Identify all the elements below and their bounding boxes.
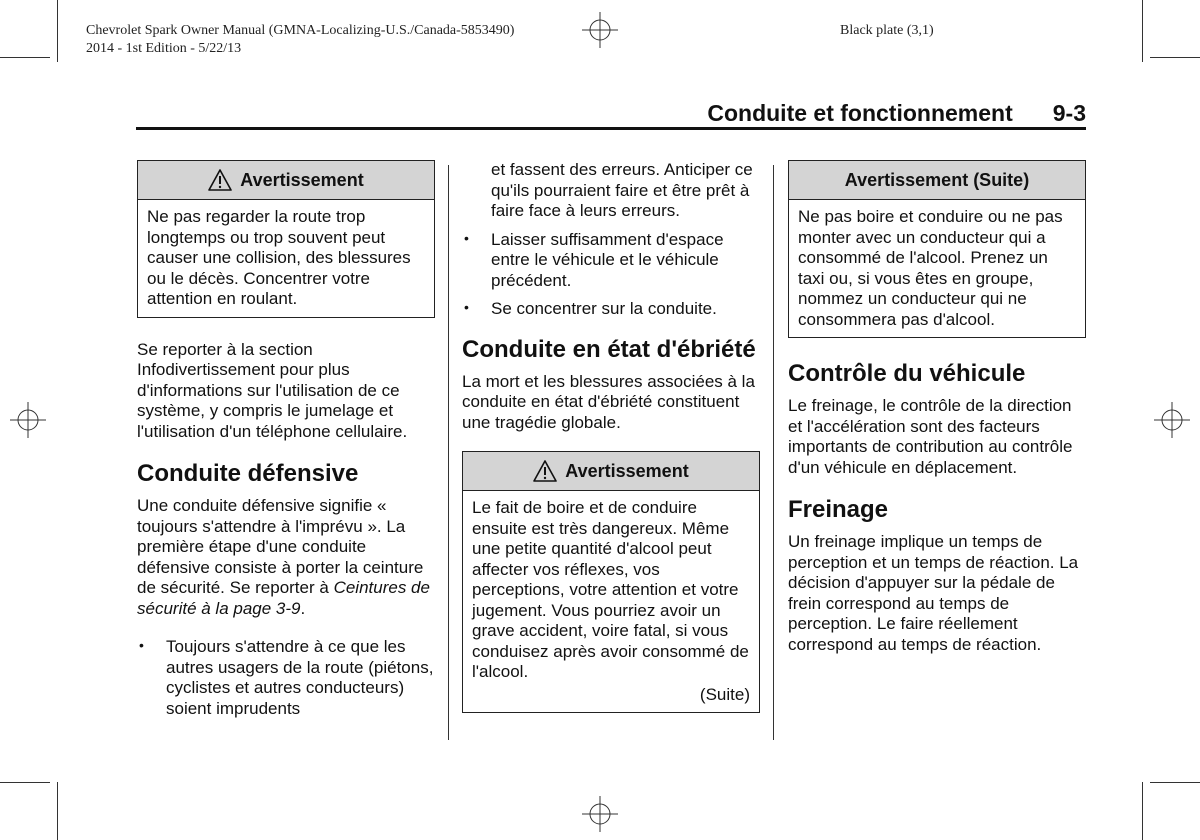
bullet-list	[137, 637, 435, 719]
warning-body: Ne pas boire et conduire ou ne pas monter avec un conducteur qui a consommé de l'alcool. Prenez un taxi ou, si vous êtes en groupe, nommez un conducteur qui ne consommera pas d'alcool.	[798, 207, 1063, 329]
page-number: 9-3	[1052, 100, 1086, 126]
section-heading: Conduite défensive	[137, 460, 359, 487]
bullet-list	[462, 160, 760, 320]
warning-box	[462, 451, 760, 713]
column-divider	[448, 165, 449, 740]
paragraph: Un freinage implique un temps de perception et un temps de réaction. La décision d'appuyer sur la pédale de frein correspond au temps de perception. Le faire réellement correspond au temps de réaction.	[788, 532, 1079, 654]
list-item	[462, 299, 760, 320]
crop-mark	[0, 782, 50, 783]
crop-mark	[1150, 57, 1200, 58]
bullet-icon: •	[139, 637, 144, 653]
column-divider	[773, 165, 774, 740]
warning-triangle-icon	[208, 169, 232, 191]
section-heading: Freinage	[788, 496, 889, 523]
plate-label: Black plate (3,1)	[840, 23, 934, 38]
warning-header	[138, 161, 434, 200]
warning-title: Avertissement (Suite)	[844, 169, 1030, 190]
warning-triangle-icon	[533, 460, 557, 482]
warning-title: Avertissement	[565, 460, 689, 481]
warning-title: Avertissement	[240, 169, 364, 190]
registration-mark-icon	[582, 12, 618, 48]
section-heading: Contrôle du véhicule	[788, 360, 1026, 387]
crop-mark	[0, 57, 50, 58]
warning-body	[463, 491, 759, 712]
registration-mark-icon	[1154, 402, 1190, 438]
cross-reference-link[interactable]: Ceintures de sécurité à la page 3-9	[137, 578, 430, 618]
warning-box	[137, 160, 435, 318]
paragraph-text: .	[300, 598, 306, 618]
registration-mark-icon	[10, 402, 46, 438]
warning-box	[788, 160, 1086, 338]
crop-mark	[57, 782, 58, 840]
running-header	[136, 100, 1086, 127]
paragraph: La mort et les blessures associées à la conduite en état d'ébriété constituent une tragédie globale.	[462, 371, 755, 432]
crop-mark	[1142, 782, 1143, 840]
chapter-title: Conduite et fonctionnement	[707, 100, 1013, 126]
crop-mark	[57, 0, 58, 62]
list-item-text: et fassent des erreurs. Anticiper ce qu'ils pourraient faire et être prêt à faire face à leurs erreurs.	[491, 160, 753, 220]
warning-header	[789, 161, 1085, 200]
column-3	[788, 160, 1086, 673]
list-item	[137, 637, 435, 719]
section-heading: Conduite en état d'ébriété	[462, 335, 756, 363]
paragraph-text: Une conduite défensive signifie « toujours s'attendre à l'imprévu ». La première étape d'une conduite défensive consiste à porter la ceinture de sécurité. Se reporter à	[137, 496, 424, 597]
list-item-text: Toujours s'attendre à ce que les autres usagers de la route (piétons, cyclistes et autres conducteurs) soient imprudents	[166, 637, 434, 718]
paragraph: Le freinage, le contrôle de la direction et l'accélération sont des facteurs importants de contribution au contrôle d'un véhicule en déplacement.	[788, 396, 1073, 477]
bullet-icon: •	[464, 299, 469, 315]
list-item	[462, 230, 760, 292]
print-metadata	[86, 22, 514, 58]
list-item-text: Se concentrer sur la conduite.	[491, 299, 717, 318]
column-1	[137, 160, 435, 727]
bullet-icon: •	[464, 229, 469, 246]
registration-mark-icon	[582, 796, 618, 832]
header-rule	[136, 127, 1086, 130]
warning-text: Le fait de boire et de conduire ensuite est très dangereux. Même une petite quantité d'alcool peut affecter vos réflexes, vos perceptions, votre attention et votre jugement. Vous pourriez avoir un grave accident, voire fatal, si vous conduisez après avoir consommé de l'alcool.	[472, 498, 749, 681]
paragraph	[137, 496, 435, 619]
warning-body: Ne pas regarder la route trop longtemps ou trop souvent peut causer une collision, des blessures ou le décès. Concentrer votre attention en roulant.	[147, 207, 411, 308]
list-item-text: Laisser suffisamment d'espace entre le véhicule et le véhicule précédent.	[491, 229, 724, 290]
list-item	[462, 160, 760, 222]
column-2	[462, 160, 760, 735]
continued-label: (Suite)	[699, 684, 750, 704]
crop-mark	[1150, 782, 1200, 783]
crop-mark	[1142, 0, 1143, 62]
paragraph: Se reporter à la section Infodivertissement pour plus d'informations sur l'utilisation de ce système, y compris le jumelage et l'utilisation d'un téléphone cellulaire.	[137, 339, 408, 441]
warning-header	[463, 452, 759, 491]
edition-line: 2014 - 1st Edition - 5/22/13	[86, 41, 242, 56]
manual-title-line: Chevrolet Spark Owner Manual (GMNA-Localizing-U.S./Canada-5853490)	[86, 23, 515, 38]
